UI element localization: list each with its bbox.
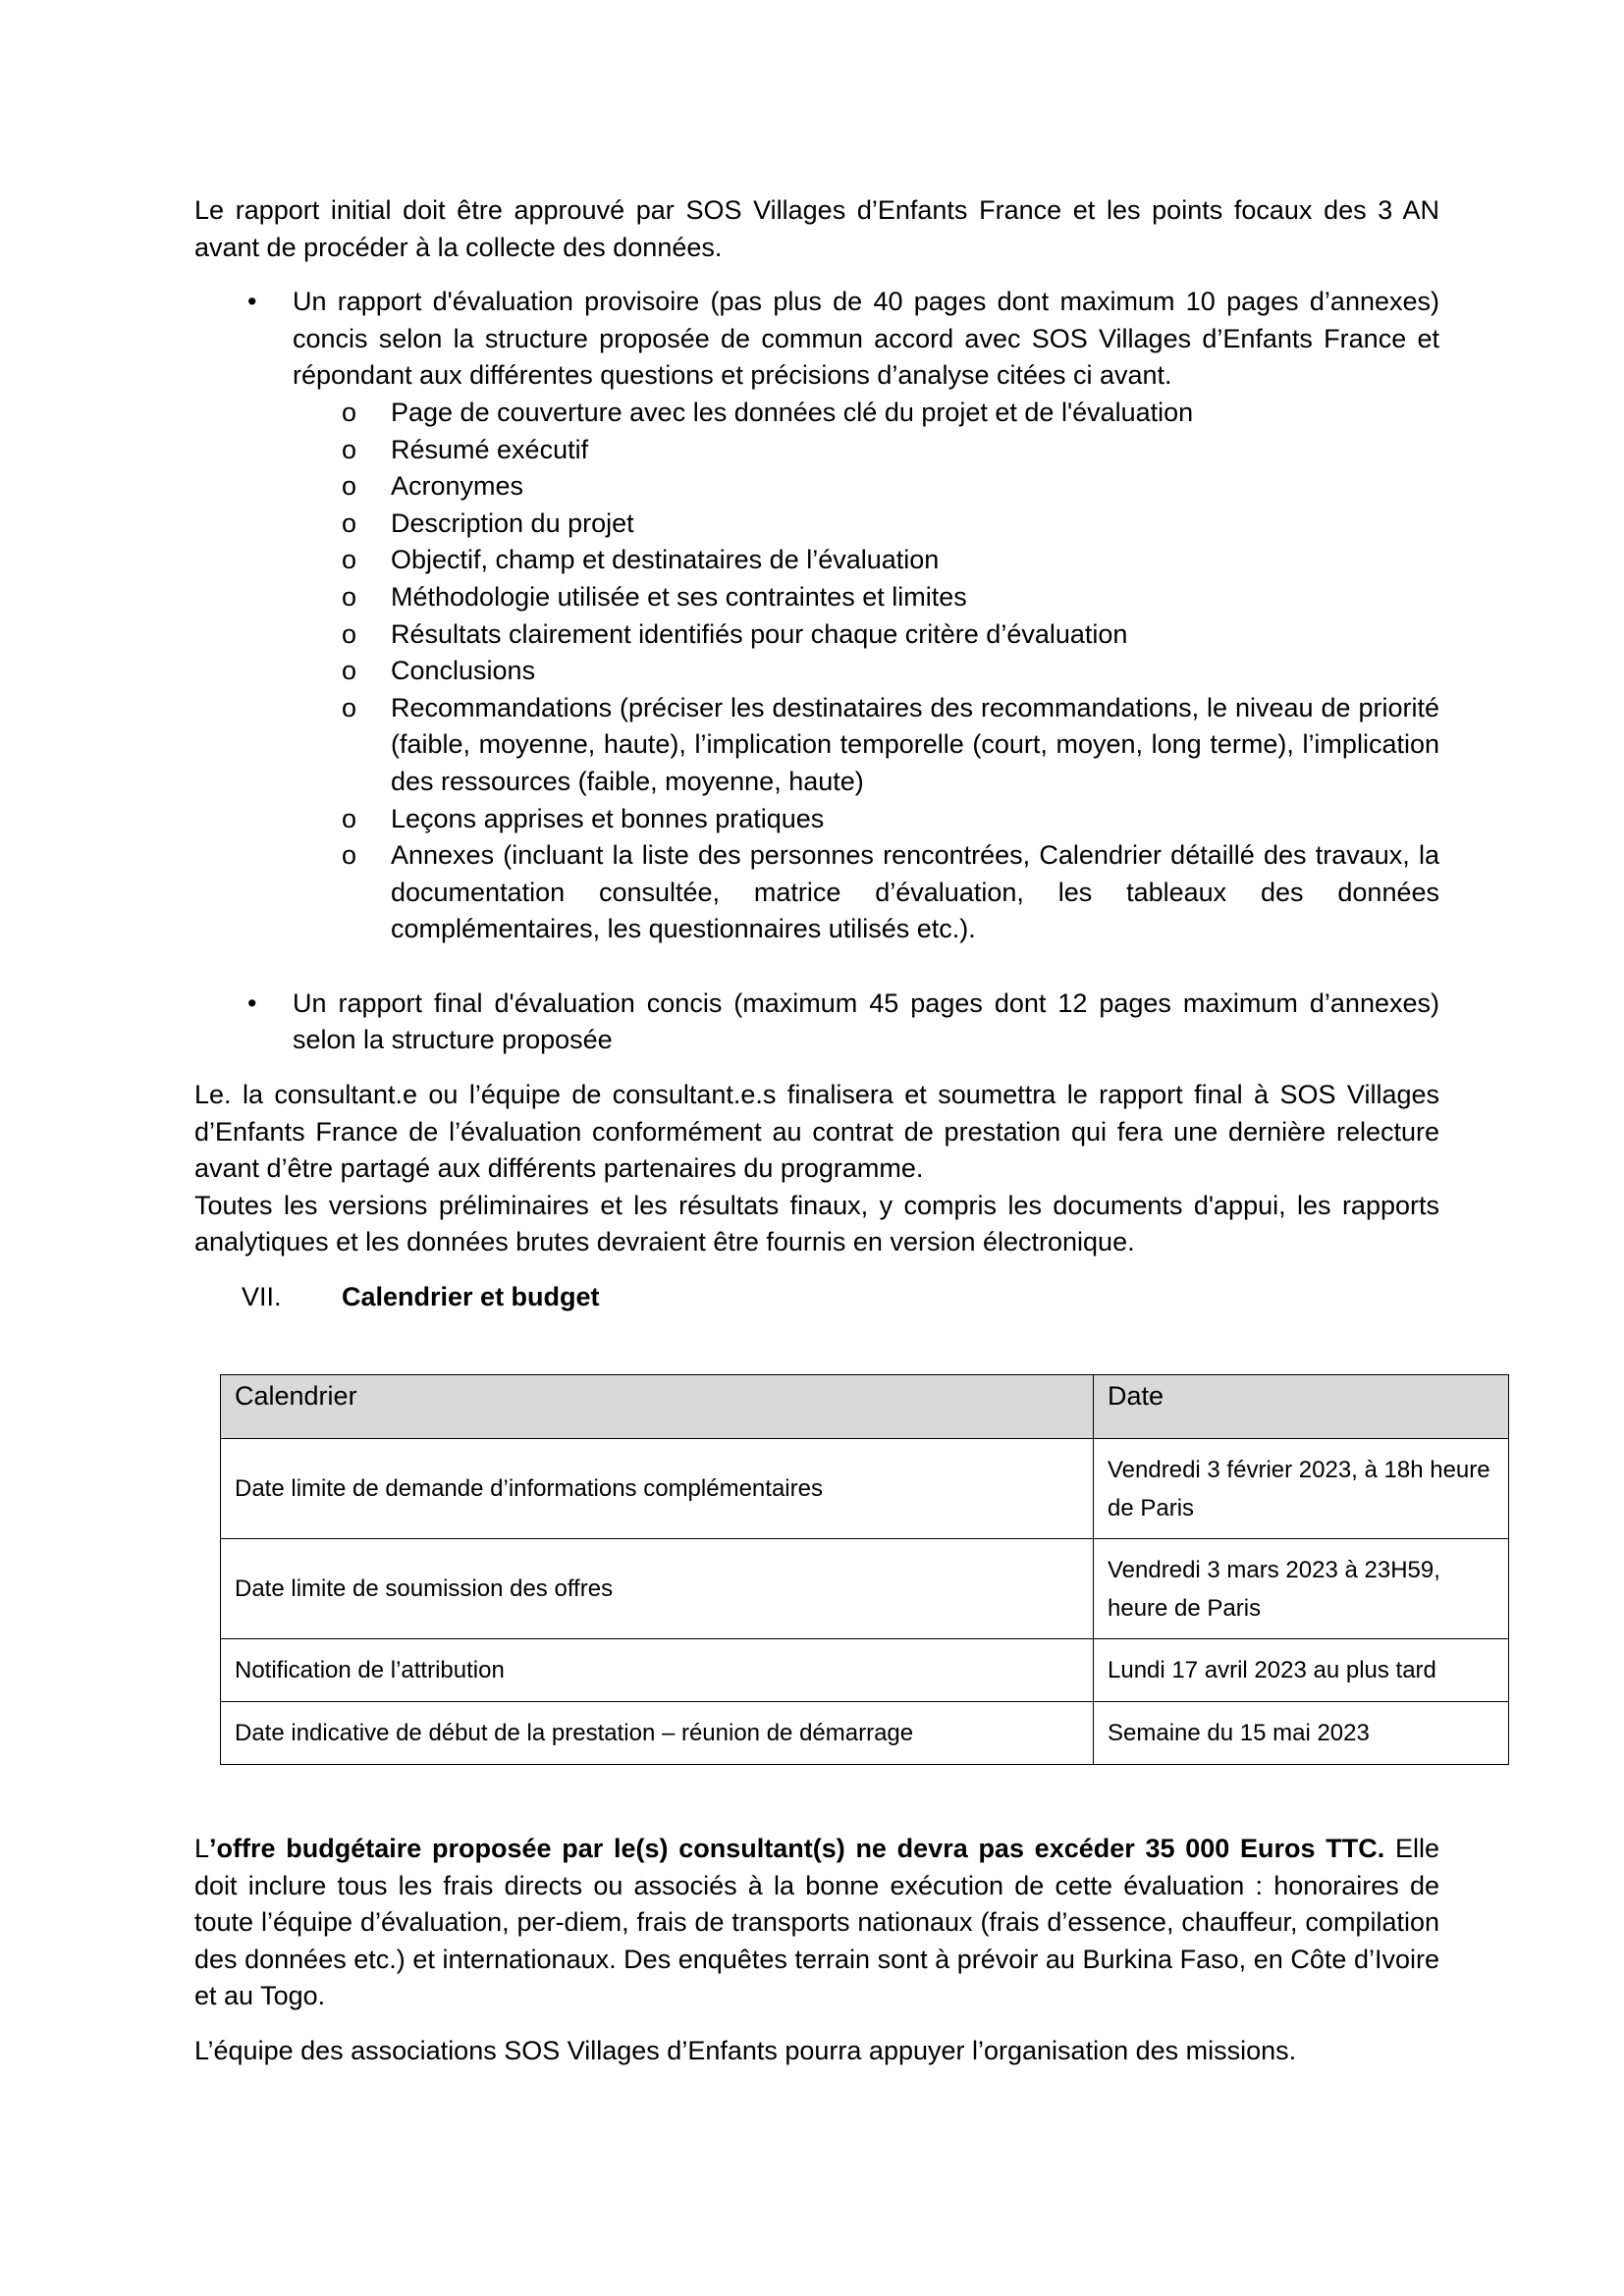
budget-paragraph bbox=[194, 1831, 1439, 2015]
sub-bullet-marker: o bbox=[342, 840, 357, 871]
budget-details: Elle doit inclure tous les frais directs ou associés à la bonne exécution de cette évaluation : honoraires de toute l’équipe d’évaluation, per-diem, frais de transports nationaux (frais d’essence, chauffeur, compilation des données etc.) et internationaux. Des enquêtes terrain sont à prévoir au Burkina Faso, en Côte d’Ivoire et au Togo. bbox=[194, 1834, 1439, 2011]
schedule-date: Lundi 17 avril 2023 au plus tard bbox=[1094, 1639, 1509, 1702]
section-title: Calendrier et budget bbox=[342, 1282, 600, 1312]
schedule-table bbox=[220, 1374, 1509, 1765]
intro-paragraph: Le rapport initial doit être approuvé par SOS Villages d’Enfants France et les points focaux des 3 AN avant de procéder à la collecte des données. bbox=[194, 195, 1439, 262]
sub-bullet-marker: o bbox=[342, 581, 357, 612]
list-item-text: Résumé exécutif bbox=[391, 434, 589, 464]
sub-bullet-marker: o bbox=[342, 471, 357, 502]
table-header-row bbox=[221, 1375, 1509, 1439]
budget-limit-statement: ’offre budgétaire proposée par le(s) consultant(s) ne devra pas excéder 35 000 Euros TTC. bbox=[209, 1834, 1385, 1863]
list-item bbox=[194, 579, 1439, 616]
table-row bbox=[221, 1539, 1509, 1639]
schedule-label: Date limite de demande d’informations complémentaires bbox=[221, 1439, 1094, 1539]
document-body bbox=[194, 192, 1439, 1316]
list-item-text: Objectif, champ et destinataires de l’évaluation bbox=[391, 545, 940, 575]
bullet-marker: • bbox=[247, 988, 257, 1018]
table-row bbox=[221, 1702, 1509, 1765]
column-header-date: Date bbox=[1094, 1375, 1509, 1439]
list-item bbox=[194, 653, 1439, 690]
list-item-text: Conclusions bbox=[391, 656, 536, 686]
sub-bullet-marker: o bbox=[342, 434, 357, 464]
bullet-final-report bbox=[194, 986, 1439, 1059]
bullet-marker: • bbox=[247, 287, 257, 317]
list-item-text: Annexes (incluant la liste des personnes rencontrées, Calendrier détaillé des travaux, la documentation consultée, matrice d’évaluation, les tableaux des données complémentaires, les questionnaires utilisés etc.). bbox=[391, 840, 1439, 944]
list-item-text: Page de couverture avec les données clé du projet et de l'évaluation bbox=[391, 397, 1194, 427]
list-item bbox=[194, 395, 1439, 432]
schedule-date: Semaine du 15 mai 2023 bbox=[1094, 1702, 1509, 1765]
list-item bbox=[194, 837, 1439, 948]
schedule-label: Date indicative de début de la prestation – réunion de démarrage bbox=[221, 1702, 1094, 1765]
section-number: VII. bbox=[242, 1282, 282, 1312]
bullet-final-report-text: Un rapport final d'évaluation concis (maximum 45 pages dont 12 pages maximum d’annexes) selon la structure proposée bbox=[293, 988, 1439, 1055]
list-item bbox=[194, 690, 1439, 801]
list-item bbox=[194, 506, 1439, 543]
sub-bullet-marker: o bbox=[342, 656, 357, 686]
sub-bullet-marker: o bbox=[342, 692, 357, 722]
list-item-text: Description du projet bbox=[391, 507, 634, 538]
list-item-text: Méthodologie utilisée et ses contraintes et limites bbox=[391, 581, 967, 612]
budget-section bbox=[194, 1831, 1439, 2070]
list-item-text: Recommandations (préciser les destinataires des recommandations, le niveau de priorité (faible, moyenne, haute), l’implication temporelle (court, moyen, long terme), l’implication des ressources (faible, moyenne, haute) bbox=[391, 692, 1439, 796]
list-item bbox=[194, 542, 1439, 579]
versions-paragraph: Toutes les versions préliminaires et les résultats finaux, y compris les documents d'appui, les rapports analytiques et les données brutes devraient être fournis en version électronique. bbox=[194, 1190, 1439, 1257]
list-item-text: Résultats clairement identifiés pour chaque critère d’évaluation bbox=[391, 618, 1128, 649]
list-item-text: Leçons apprises et bonnes pratiques bbox=[391, 803, 825, 833]
bullet-draft-report-text: Un rapport d'évaluation provisoire (pas plus de 40 pages dont maximum 10 pages d’annexes) concis selon la structure proposée de commun accord avec SOS Villages d’Enfants France et répondant aux différentes questions et précisions d’analyse citées ci avant. bbox=[293, 287, 1439, 391]
schedule-date: Vendredi 3 février 2023, à 18h heure de Paris bbox=[1094, 1439, 1509, 1539]
sub-bullet-marker: o bbox=[342, 397, 357, 427]
sub-bullet-marker: o bbox=[342, 803, 357, 833]
schedule-label: Date limite de soumission des offres bbox=[221, 1539, 1094, 1639]
list-item-text: Acronymes bbox=[391, 471, 524, 502]
final-report-paragraph: Le. la consultant.e ou l’équipe de consultant.e.s finalisera et soumettra le rapport final à SOS Villages d’Enfants France de l’évaluation conformément au contrat de prestation qui fera une dernière relecture avant d’être partagé aux différents partenaires du programme. bbox=[194, 1080, 1439, 1184]
list-item bbox=[194, 468, 1439, 506]
sub-bullet-marker: o bbox=[342, 618, 357, 649]
report-structure-list bbox=[194, 395, 1439, 948]
bullet-draft-report bbox=[194, 284, 1439, 395]
list-item bbox=[194, 616, 1439, 654]
list-item bbox=[194, 801, 1439, 838]
closing-paragraph: L’équipe des associations SOS Villages d’Enfants pourra appuyer l’organisation des missions. bbox=[194, 2035, 1297, 2065]
table-row bbox=[221, 1439, 1509, 1539]
table-row bbox=[221, 1639, 1509, 1702]
sub-bullet-marker: o bbox=[342, 507, 357, 538]
section-heading bbox=[194, 1279, 1439, 1316]
list-item bbox=[194, 432, 1439, 469]
schedule-date: Vendredi 3 mars 2023 à 23H59, heure de Paris bbox=[1094, 1539, 1509, 1639]
column-header-calendrier: Calendrier bbox=[221, 1375, 1094, 1439]
budget-prefix: L bbox=[194, 1834, 210, 1863]
sub-bullet-marker: o bbox=[342, 545, 357, 575]
schedule-label: Notification de l’attribution bbox=[221, 1639, 1094, 1702]
